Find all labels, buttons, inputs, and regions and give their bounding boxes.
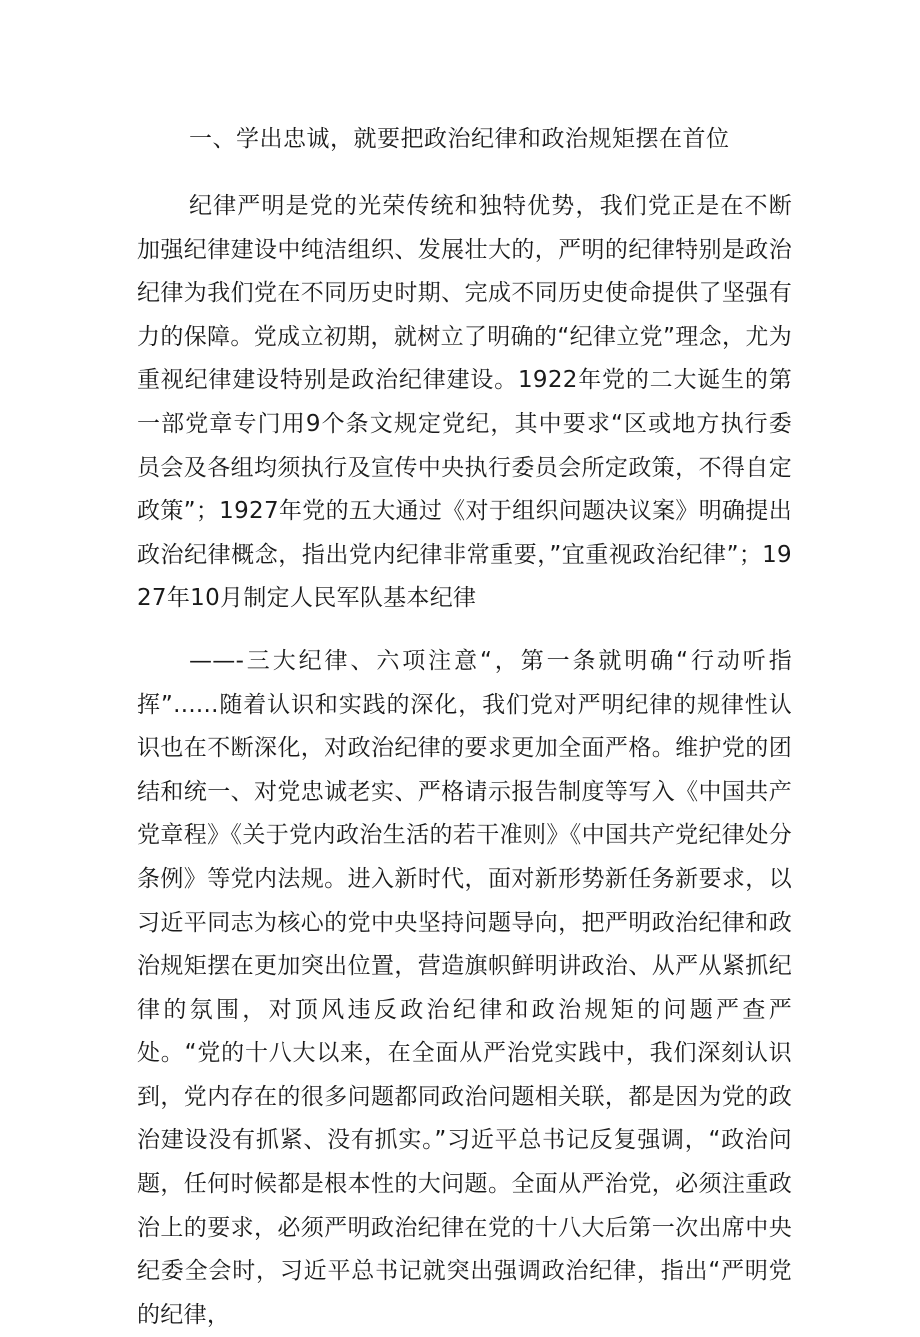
body-paragraph-2: ——-三大纪律、六项注意“，第一条就明确“行动听指挥”......随着认识和实践的深化，我们党对严明纪律的规律性认识也在不断深化，对政治纪律的要求更加全面严格。维护党的团结和统一、对党忠诚老实、严格请示报告制度等写入《中国共产党章程》《关于党内政治生活的若干准则》《中国共产党纪律处分条例》等党内法规。进入新时代，面对新形势新任务新要求，以习近平同志为核心的党中央坚持问题导向，把严明政治纪律和政治规矩摆在更加突出位置，营造旗帜鲜明讲政治、从严从紧抓纪律的氛围，对顶风违反政治纪律和政治规矩的问题严查严处。“党的十八大以来，在全面从严治党实践中，我们深刻认识到，党内存在的很多问题都同政治问题相关联，都是因为党的政治建设没有抓紧、没有抓实。”习近平总书记反复强调，“政治问题，任何时候都是根本性的大问题。全面从严治党，必须注重政治上的要求，必须严明政治纪律在党的十八大后第一次出席中央纪委全会时，习近平总书记就突出强调政治纪律，指出“严明党的纪律， <box>137 647 792 1328</box>
body-paragraph-1: 纪律严明是党的光荣传统和独特优势，我们党正是在不断加强纪律建设中纯洁组织、发展壮大的，严明的纪律特别是政治纪律为我们党在不同历史时期、完成不同历史使命提供了坚强有力的保障。党成立初期，就树立了明确的“纪律立党”理念，尤为重视纪律建设特别是政治纪律建设。1922年党的二大诞生的第一部党章专门用9个条文规定党纪，其中要求“区或地方执行委员会及各组均须执行及宣传中央执行委员会所定政策，不得自定政策”；1927年党的五大通过《对于组织问题决议案》明确提出政治纪律概念，指出党内纪律非常重要，”宜重视政治纪律”；1927年10月制定人民军队基本纪律 <box>137 193 792 612</box>
section-heading: 一、学出忠诚，就要把政治纪律和政治规矩摆在首位 <box>189 126 730 152</box>
